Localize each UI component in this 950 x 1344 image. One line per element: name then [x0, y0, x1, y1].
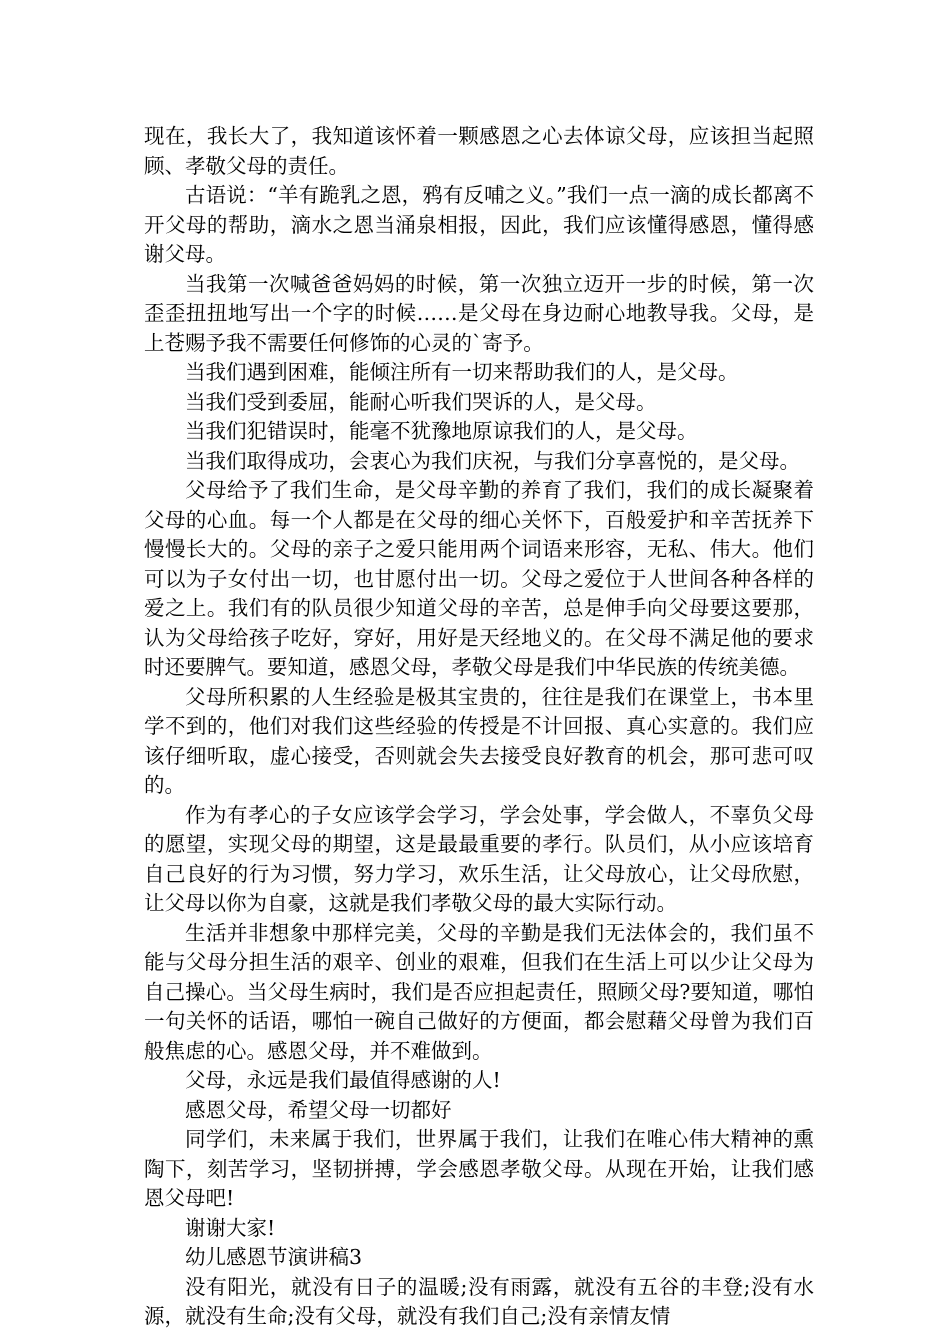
paragraph: 感恩父母，希望父母一切都好: [185, 1097, 452, 1122]
paragraph: 没有阳光，就没有日子的温暖;没有雨露，就没有五谷的丰登;没有水源，就没有生命;没有父母，就没有我们自己;没有亲情友情: [144, 1274, 814, 1328]
paragraph: 当我们犯错误时，能毫不犹豫地原谅我们的人，是父母。: [185, 419, 698, 443]
paragraph: 当我们取得成功，会衷心为我们庆祝，与我们分享喜悦的，是父母。: [185, 448, 800, 473]
paragraph: 同学们，未来属于我们，世界属于我们，让我们在唯心伟大精神的熏陶下，刻苦学习，坚韧拼搏，学会感恩孝敬父母。从现在开始，让我们感恩父母吧!: [144, 1127, 814, 1210]
paragraph: 父母，永远是我们最值得感谢的人!: [185, 1068, 501, 1092]
paragraph: 生活并非想象中那样完美，父母的辛勤是我们无法体会的，我们虽不能与父母分担生活的艰辛、创业的艰难，但我们在生活上可以少让父母为自己操心。当父母生病时，我们是否应担起责任，照顾父母?要知道，哪怕一句关怀的话语，哪怕一碗自己做好的方便面，都会慰藉父母曾为我们百般焦虑的心。感恩父母，并不难做到。: [144, 920, 814, 1063]
paragraph: 现在，我长大了，我知道该怀着一颗感恩之心去体谅父母，应该担当起照顾、孝敬父母的责任。: [144, 124, 814, 178]
paragraph: 作为有孝心的子女应该学会学习，学会处事，学会做人，不辜负父母的愿望，实现父母的期望，这是最最重要的孝行。队员们，从小应该培育自己良好的行为习惯，努力学习，欢乐生活，让父母放心，让父母欣慰，让父母以你为自豪，这就是我们孝敬父母的最大实际行动。: [144, 802, 814, 915]
paragraph: 谢谢大家!: [185, 1215, 276, 1240]
paragraph: 父母给予了我们生命，是父母辛勤的养育了我们，我们的成长凝聚着父母的心血。每一个人都是在父母的细心关怀下，百般爱护和辛苦抚养下慢慢长大的。父母的亲子之爱只能用两个词语来形容，无私、伟大。他们可以为子女付出一切，也甘愿付出一切。父母之爱位于人世间各种各样的爱之上。我们有的队员很少知道父母的辛苦，总是伸手向父母要这要那，认为父母给孩子吃好，穿好，用好是天经地义的。在父母不满足他的要求时还要脾气。要知道，感恩父母，孝敬父母是我们中华民族的传统美德。: [144, 478, 814, 679]
document-body: [144, 122, 814, 1332]
paragraph: 当我们受到委屈，能耐心听我们哭诉的人，是父母。: [185, 389, 657, 414]
paragraph: 父母所积累的人生经验是极其宝贵的，往往是我们在课堂上，书本里学不到的，他们对我们这些经验的传授是不计回报、真心实意的。我们应该仔细听取，虚心接受，否则就会失去接受良好教育的机会，那可悲可叹的。: [144, 684, 814, 797]
section-heading: 幼儿感恩节演讲稿3: [185, 1245, 363, 1269]
paragraph: 当我们遇到困难，能倾注所有一切来帮助我们的人，是父母。: [185, 360, 739, 384]
paragraph: 当我第一次喊爸爸妈妈的时候，第一次独立迈开一步的时候，第一次歪歪扭扭地写出一个字的时候……是父母在身边耐心地教导我。父母，是上苍赐予我不需要任何修饰的心灵的`寄予。: [144, 271, 814, 355]
paragraph: 古语说：“羊有跪乳之恩，鸦有反哺之义。”我们一点一滴的成长都离不开父母的帮助，滴水之恩当涌泉相报，因此，我们应该懂得感恩，懂得感谢父母。: [144, 183, 814, 266]
